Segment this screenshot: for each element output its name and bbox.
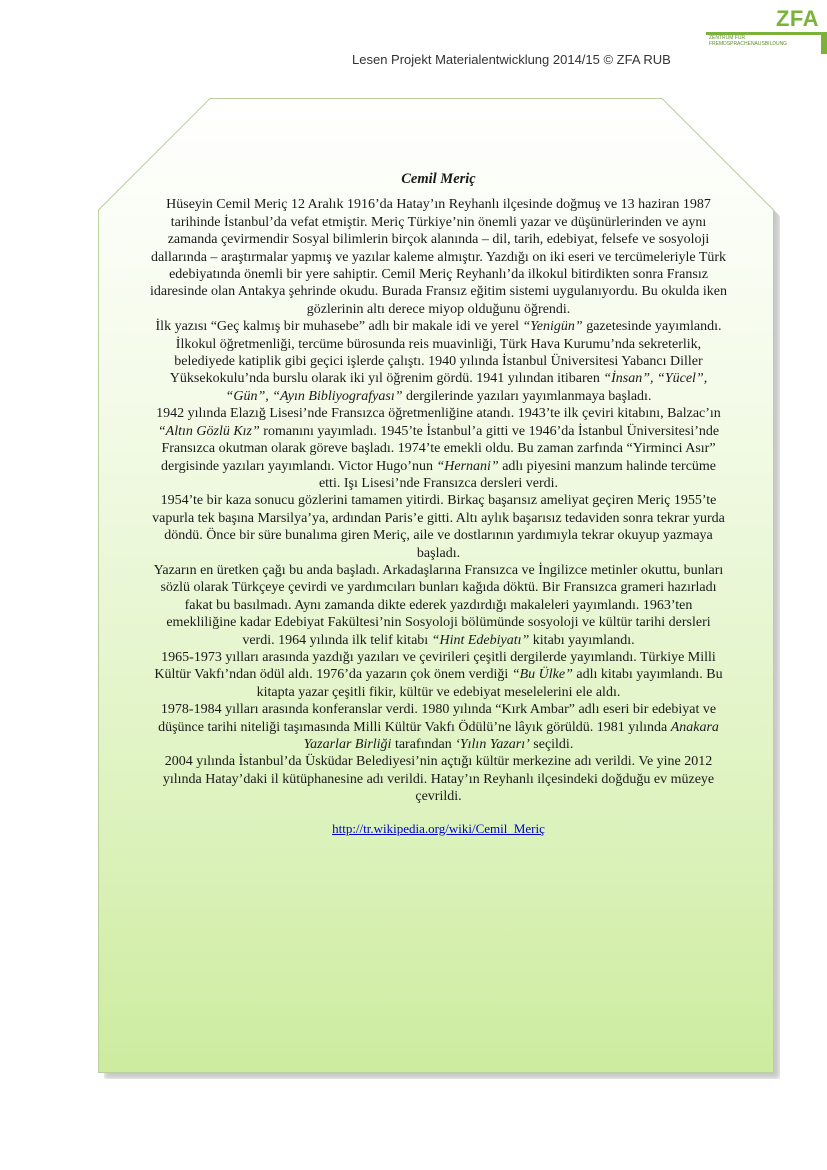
paragraph-8: 2004 yılında İstanbul’da Üsküdar Belediyesi’nin açtığı kültür merkezine adı verildi. Ve yine 2012 yılında Hatay’daki il kütüphanesine adı verildi. Hatay’ın Reyhanlı ilçesindeki doğduğu ev müzeye çevrildi. bbox=[162, 754, 715, 805]
paragraph-1: Hüseyin Cemil Meriç 12 Aralık 1916’da Hatay’ın Reyhanlı ilçesinde doğmuş ve 13 haziran 1987 tarihinde İstanbul’da vefat etmiştir. Meriç Türkiye’nin önemli yazar ve düşünürlerinden ve aynı zamanda çevirmendir Sosyal bilimlerin birçok alanında – dil, tarih, edebiyat, felsefe ve sosyoloji dallarında – araştırmalar yapmış ve yazılar kaleme almıştır. Yazdığı on iki eseri ve tercümeleriyle Türk edebiyatında önemli bir yere sahiptir. Cemil Meriç Reyhanlı’da ilkokul bitirdikten sonra Fransız idaresinde olan Antakya şehrinde okudu. Burada Fransız eğitim sistemi uygulanıyordu. Bu okulda iken gözlerinin altı derece miyop olduğunu öğrendi. bbox=[150, 197, 728, 317]
p2-text-a: İlk yazısı “Geç kalmış bir muhasebe” adlı bir makale idi ve yerel bbox=[155, 319, 523, 335]
paragraph-5 bbox=[150, 562, 727, 649]
source-link-wrap bbox=[150, 820, 727, 838]
p3-text-a: 1942 yılında Elazığ Lisesi’nde Fransızca öğretmenliğine atandı. 1943’te ilk çeviri kitabını, Balzac’ın bbox=[156, 406, 721, 422]
p3-italic-altin: “Altın Gözlü Kız” bbox=[157, 423, 260, 439]
p3-text-c: romanını yayımladı. 1945’te İstanbul’a gitti ve 1946’da İstanbul Üniversitesi’nde Fransızca okutman olarak göreve başladı. 1974’te emekli oldu. Bu zaman zarfında “Yirminci Asır” dergisinde yazıları yayımlandı. Victor Hugo’nun bbox=[160, 423, 720, 474]
p7-text-e: seçildi. bbox=[529, 737, 574, 752]
logo-wordmark: ZFA bbox=[775, 6, 819, 31]
p2-text-c: gazetesinde yayımlandı. İlkokul öğretmenliği, tercüme bürosunda reis muavinliği, Türk Hava Kurumu’nda sekreterlik, belediyede katiplik gibi geçici işlerde çalıştı. 1940 yılında İstanbul Üniversitesi Yabancı Diller Yüksekokulu’nda burslu olarak iki yıl öğrenim gördü. 1941 yılından itibaren bbox=[169, 319, 722, 387]
source-link[interactable]: http://tr.wikipedia.org/wiki/Cemil_Meriç bbox=[332, 820, 545, 836]
paragraph-2 bbox=[150, 318, 727, 405]
p2-italic-yenigun: “Yenigün” bbox=[522, 319, 583, 335]
logo-vertical-bar bbox=[821, 32, 827, 54]
p7-italic-yazar: ‘Yılın Yazarı’ bbox=[455, 737, 530, 752]
p7-italic-birlik: Anakara Yazarlar Birliği bbox=[303, 719, 719, 752]
article-content bbox=[150, 171, 727, 838]
logo-subtitle-1: ZENTRUM FÜR bbox=[709, 35, 746, 41]
zfa-logo bbox=[706, 6, 827, 52]
p7-text-c: tarafından bbox=[391, 737, 456, 752]
paragraph-4: 1954’te bir kaza sonucu gözlerini tamamen yitirdi. Birkaç başarısız ameliyat geçiren Meriç 1955’te vapurla tek başına Marsilya’ya, ardından Paris’e gitti. Altı aylık başarısız tedaviden sonra tekrar yurda döndü. Önce bir süre bunalıma giren Meriç, aile ve dostlarının yardımıyla tekrar okuyup yazmaya başladı. bbox=[152, 493, 725, 561]
paragraph-3 bbox=[150, 405, 727, 492]
p3-italic-hernani: “Hernani” bbox=[436, 458, 499, 474]
p3-text-e: adlı piyesini manzum halinde tercüme etti. Işı Lisesi’nde Fransızca dersleri verdi. bbox=[318, 458, 717, 491]
p5-text-a: Yazarın en üretken çağı bu anda başladı. Arkadaşlarına Fransızca ve İngilizce metinler okuttu, bunları sözlü olarak Türkçeye çevirdi ve yardımcıları bunları kağıda döktü. Bir Fransızca grameri hazırladı fakat bu basılmadı. Aynı zamanda dikte ederek yazdırdığı makaleleri yayımlandı. 1963’ten emekliliğine kadar Edebiyat Fakültesi’nin Sosyoloji bölümünde sosyoloji ve kültür tarihi dersleri verdi. 1964 yılında ilk telif kitabı bbox=[153, 562, 724, 648]
paragraph-6 bbox=[150, 649, 727, 701]
p2-text-e: dergilerinde yazıları yayımlanmaya başladı. bbox=[402, 388, 652, 404]
paragraph-7 bbox=[150, 701, 727, 753]
p5-text-c: kitabı yayımlandı. bbox=[529, 632, 635, 648]
p6-italic-bu-ulke: “Bu Ülke” bbox=[511, 667, 573, 683]
p5-italic-hint: “Hint Edebiyatı” bbox=[431, 632, 530, 648]
article-title: Cemil Meriç bbox=[401, 171, 476, 187]
p6-text-a: 1965-1973 yılları arasında yazdığı yazıları ve çevirileri çeşitli dergilerde yayımlandı. Türkiye Milli Kültür Vakfı’ndan ödül aldı. 1976’da yazarın çok önem verdiği bbox=[154, 649, 716, 683]
page-header: Lesen Projekt Materialentwicklung 2014/15 © ZFA RUB bbox=[352, 52, 671, 67]
logo-subtitle-2: FREMDSPRACHENAUSBILDUNG bbox=[709, 41, 788, 47]
p6-text-c: adlı kitabı yayımlandı. Bu kitapta yazar çeşitli fikir, kültür ve edebiyat meselelerini ele aldı. bbox=[256, 667, 723, 700]
p7-text-a: 1978-1984 yılları arasında konferanslar verdi. 1980 yılında “Kırk Ambar” adlı eseri bir edebiyat ve düşünce tarihi niteliği taşımasında Milli Kültür Vakfı Ödülü’ne lâyık görüldü. 1981 yılında bbox=[158, 702, 717, 735]
p2-italic-journals: “İnsan”, “Yücel”, “Gün”, “Ayın Bibliyografyası” bbox=[225, 371, 708, 404]
